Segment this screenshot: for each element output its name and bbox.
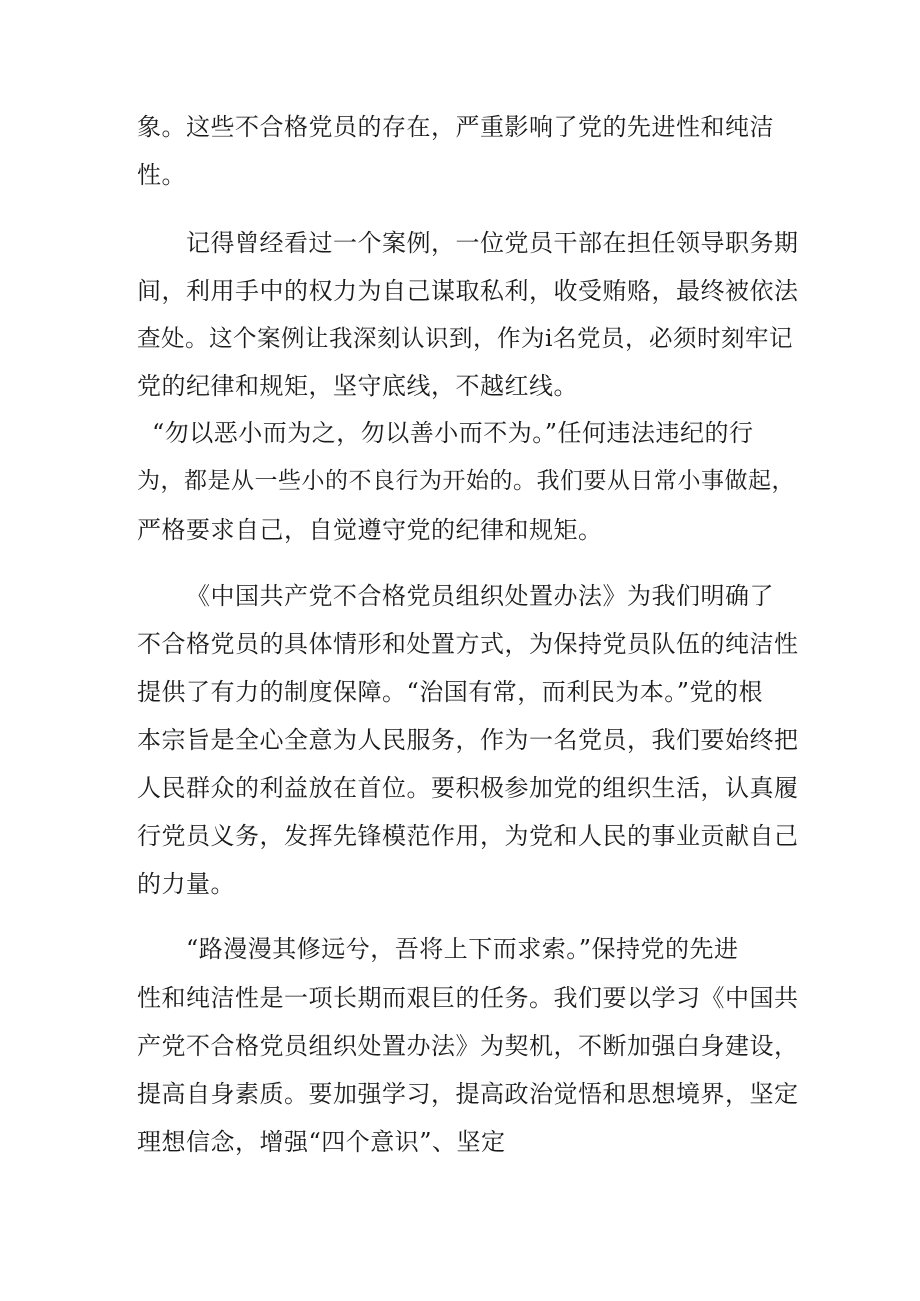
text-line: 查处。这个案例让我深刻认识到，作为i名党员，必须时刻牢记 — [137, 324, 794, 352]
text-line: 提高自身素质。要加强学习，提高政治觉悟和思想境界，坚定 — [137, 1080, 799, 1108]
text-line: 不合格党员的具体情形和处置方式，为保持党员队伍的纯洁性 — [137, 630, 799, 658]
text-line: 象。这些不合格党员的存在，严重影响了党的先进性和纯洁 — [137, 113, 774, 141]
text-line: 严格要求自己，自觉遵守党的纪律和规矩。 — [137, 516, 603, 544]
text-line: “勿以恶小而为之，勿以善小而不为。”任何违法违纪的行 — [152, 419, 754, 447]
text-line: 人民群众的利益放在首位。要积极参加党的组织生活，认真履 — [137, 774, 799, 802]
text-line: 记得曾经看过一个案例，一位党员干部在担任领导职务期 — [186, 229, 799, 257]
text-line: 性。 — [137, 161, 186, 189]
text-line: “路漫漫其修远兮，吾将上下而求索。”保持党的先进 — [186, 935, 739, 963]
text-line: 提供了有力的制度保障。“治国有常，而利民为本。”党的根 — [137, 678, 764, 706]
text-line: 理想信念，增强“四个意识”、坚定 — [137, 1128, 506, 1156]
text-line: 的力量。 — [137, 870, 235, 898]
text-line: 《中国共产党不合格党员组织处置办法》为我们明确了 — [186, 582, 774, 610]
text-line: 产党不合格党员组织处置办法》为契机，不断加强白身建设， — [137, 1032, 799, 1060]
text-line: 行党员义务，发挥先锋模范作用，为党和人民的事业贡献自己 — [137, 822, 799, 850]
text-line: 间，利用手中的权力为自己谋取私利，收受贿赂，最终被依法 — [137, 277, 799, 305]
text-line: 本宗旨是全心全意为人民服务，作为一名党员，我们要始终把 — [137, 726, 799, 754]
text-line: 为，都是从一些小的不良行为开始的。我们要从日常小事做起， — [137, 468, 795, 494]
text-line: 党的纪律和规矩，坚守底线，不越红线。 — [137, 372, 578, 400]
text-line: 性和纯洁性是一项长期而艰巨的任务。我们要以学习《中国共 — [137, 984, 799, 1012]
